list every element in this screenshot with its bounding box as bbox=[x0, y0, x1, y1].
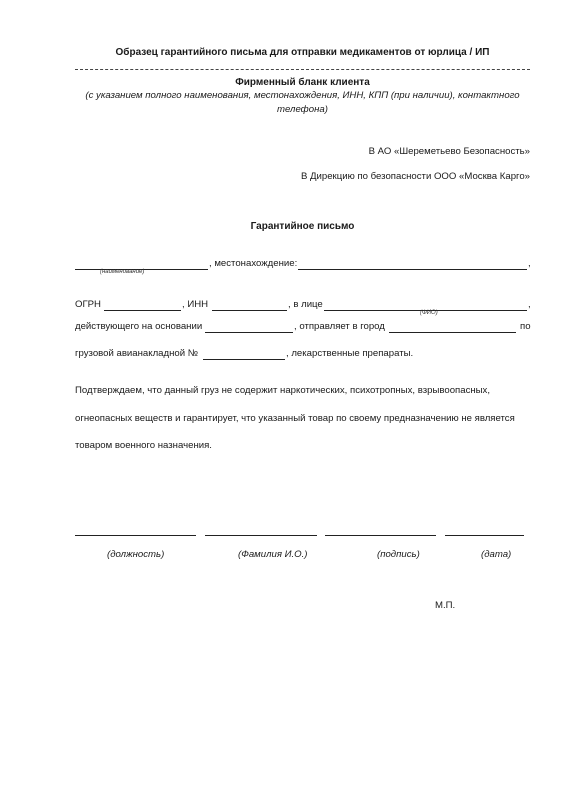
confirmation-line1: Подтверждаем, что данный груз не содержит наркотических, психотропных, взрывоопасных, bbox=[75, 385, 491, 396]
waybill-blank bbox=[203, 359, 285, 360]
stamp-place: М.П. bbox=[435, 600, 456, 611]
name-caption: (Фамилия И.О.) bbox=[238, 549, 308, 560]
letterhead-note-line1: (с указанием полного наименования, местонахождения, ИНН, КПП (при наличии), контактного bbox=[85, 90, 520, 101]
name-hint: (наименование) bbox=[100, 269, 145, 275]
location-label: , местонахождение: bbox=[209, 258, 298, 269]
inn-label: , ИНН bbox=[182, 299, 209, 310]
fio-hint: (ФИО) bbox=[420, 310, 438, 316]
addressee-line2: В Дирекцию по безопасности ООО «Москва Карго» bbox=[300, 171, 530, 182]
date-signature-line bbox=[445, 535, 524, 536]
confirmation-line2: огнеопасных веществ и гарантирует, что указанный товар по своему предназначению не является bbox=[75, 413, 515, 424]
ogrn-blank bbox=[104, 310, 181, 311]
in-person-label: , в лице bbox=[288, 299, 323, 310]
dashed-divider bbox=[75, 69, 530, 70]
city-blank bbox=[389, 332, 516, 333]
document-heading: Образец гарантийного письма для отправки медикаментов от юрлица / ИП bbox=[115, 47, 490, 58]
position-signature-line bbox=[75, 535, 196, 536]
ogrn-label: ОГРН bbox=[75, 299, 101, 310]
name-signature-line bbox=[205, 535, 317, 536]
po-label: по bbox=[520, 321, 531, 332]
inn-blank bbox=[212, 310, 287, 311]
signature-caption: (подпись) bbox=[377, 549, 420, 560]
letter-title: Гарантийное письмо bbox=[250, 221, 355, 232]
line1-comma: , bbox=[528, 258, 531, 269]
basis-blank bbox=[205, 332, 293, 333]
letterhead-title: Фирменный бланк клиента bbox=[235, 77, 370, 88]
addressee-line1: В АО «Шереметьево Безопасность» bbox=[368, 146, 530, 157]
acting-basis-label: действующего на основании bbox=[75, 321, 203, 332]
line2-comma: , bbox=[528, 299, 531, 310]
waybill-label: грузовой авианакладной № bbox=[75, 348, 199, 359]
letterhead-note-line2: телефона) bbox=[277, 104, 328, 115]
medicines-label: , лекарственные препараты. bbox=[286, 348, 414, 359]
location-blank bbox=[298, 269, 527, 270]
date-caption: (дата) bbox=[481, 549, 512, 560]
sends-to-label: , отправляет в город bbox=[294, 321, 385, 332]
position-caption: (должность) bbox=[107, 549, 165, 560]
signature-line bbox=[325, 535, 436, 536]
confirmation-line3: товаром военного назначения. bbox=[75, 440, 212, 451]
